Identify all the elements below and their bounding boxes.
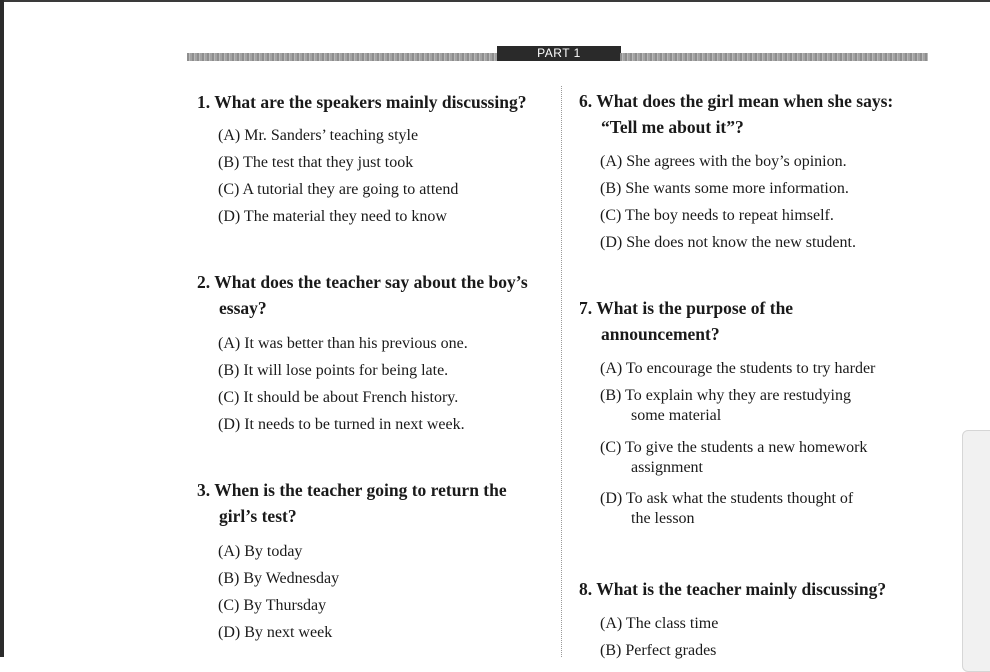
- window-top-edge: [0, 0, 990, 2]
- question-3: [197, 477, 507, 529]
- option-text: (A) The class time: [600, 615, 719, 632]
- option-text: (A) To encourage the students to try harder: [600, 360, 876, 377]
- part-label: PART 1: [497, 46, 621, 61]
- option-text: (A) Mr. Sanders’ teaching style: [218, 127, 419, 144]
- option-text: (D) The material they need to know: [218, 208, 447, 225]
- question-text: What is the teacher mainly discussing?: [596, 579, 887, 599]
- option-text: (C) It should be about French history.: [218, 389, 459, 406]
- q6-option-c[interactable]: [600, 206, 834, 226]
- question-text: What does the teacher say about the boy’s: [214, 272, 528, 292]
- question-text-line-2: essay?: [219, 298, 267, 318]
- question-2: [197, 269, 528, 321]
- question-1: [197, 89, 526, 115]
- question-number: 8.: [579, 579, 593, 599]
- q1-option-c[interactable]: [218, 180, 458, 200]
- question-text-line-2: “Tell me about it”?: [601, 117, 744, 137]
- option-text: (A) By today: [218, 543, 303, 560]
- column-divider: [561, 86, 562, 657]
- q3-option-d[interactable]: [218, 623, 332, 643]
- q8-option-b[interactable]: [600, 641, 716, 661]
- q7-option-b[interactable]: [600, 386, 851, 426]
- q2-option-a[interactable]: [218, 334, 468, 354]
- option-text: (B) By Wednesday: [218, 570, 340, 587]
- q3-option-a[interactable]: [218, 542, 302, 562]
- q1-option-a[interactable]: [218, 126, 418, 146]
- q2-option-d[interactable]: [218, 415, 465, 435]
- option-text-line-2: the lesson: [631, 510, 695, 527]
- header-rule-left: [187, 53, 499, 61]
- option-text: (C) To give the students a new homework: [600, 439, 868, 456]
- question-text-line-2: announcement?: [601, 324, 720, 344]
- q1-option-d[interactable]: [218, 207, 447, 227]
- option-text: (B) She wants some more information.: [600, 180, 849, 197]
- q6-option-b[interactable]: [600, 179, 849, 199]
- q6-option-d[interactable]: [600, 233, 856, 253]
- question-6: [579, 88, 893, 140]
- option-text: (A) It was better than his previous one.: [218, 335, 468, 352]
- option-text: (D) It needs to be turned in next week.: [218, 416, 465, 433]
- question-number: 1.: [197, 92, 211, 112]
- question-number: 2.: [197, 272, 211, 292]
- option-text: (B) To explain why they are restudying: [600, 387, 851, 404]
- q3-option-c[interactable]: [218, 596, 326, 616]
- question-7: [579, 295, 793, 347]
- option-text: (C) By Thursday: [218, 597, 327, 614]
- question-8: [579, 576, 886, 602]
- option-text: (C) The boy needs to repeat himself.: [600, 207, 834, 224]
- option-text-line-2: assignment: [631, 459, 703, 476]
- q2-option-c[interactable]: [218, 388, 458, 408]
- option-text: (D) She does not know the new student.: [600, 234, 856, 251]
- q1-option-b[interactable]: [218, 153, 413, 173]
- question-number: 3.: [197, 480, 211, 500]
- question-number: 6.: [579, 91, 593, 111]
- option-text: (D) By next week: [218, 624, 333, 641]
- q7-option-d[interactable]: [600, 489, 853, 529]
- option-text: (C) A tutorial they are going to attend: [218, 181, 459, 198]
- option-text: (B) The test that they just took: [218, 154, 414, 171]
- question-text: What are the speakers mainly discussing?: [214, 92, 527, 112]
- q7-option-c[interactable]: [600, 438, 867, 478]
- question-text-line-2: girl’s test?: [219, 506, 297, 526]
- window-left-edge: [0, 0, 4, 657]
- q2-option-b[interactable]: [218, 361, 448, 381]
- question-text: When is the teacher going to return the: [214, 480, 507, 500]
- option-text: (B) It will lose points for being late.: [218, 362, 449, 379]
- option-text: (A) She agrees with the boy’s opinion.: [600, 153, 847, 170]
- question-text: What does the girl mean when she says:: [596, 91, 894, 111]
- q3-option-b[interactable]: [218, 569, 339, 589]
- q8-option-a[interactable]: [600, 614, 718, 634]
- option-text-line-2: some material: [631, 407, 722, 424]
- question-number: 7.: [579, 298, 593, 318]
- q6-option-a[interactable]: [600, 152, 847, 172]
- header-rule-right: [620, 53, 928, 61]
- q7-option-a[interactable]: [600, 359, 875, 379]
- option-text: (B) Perfect grades: [600, 642, 717, 659]
- question-text: What is the purpose of the: [596, 298, 794, 318]
- option-text: (D) To ask what the students thought of: [600, 490, 854, 507]
- side-panel-tab[interactable]: [962, 430, 990, 672]
